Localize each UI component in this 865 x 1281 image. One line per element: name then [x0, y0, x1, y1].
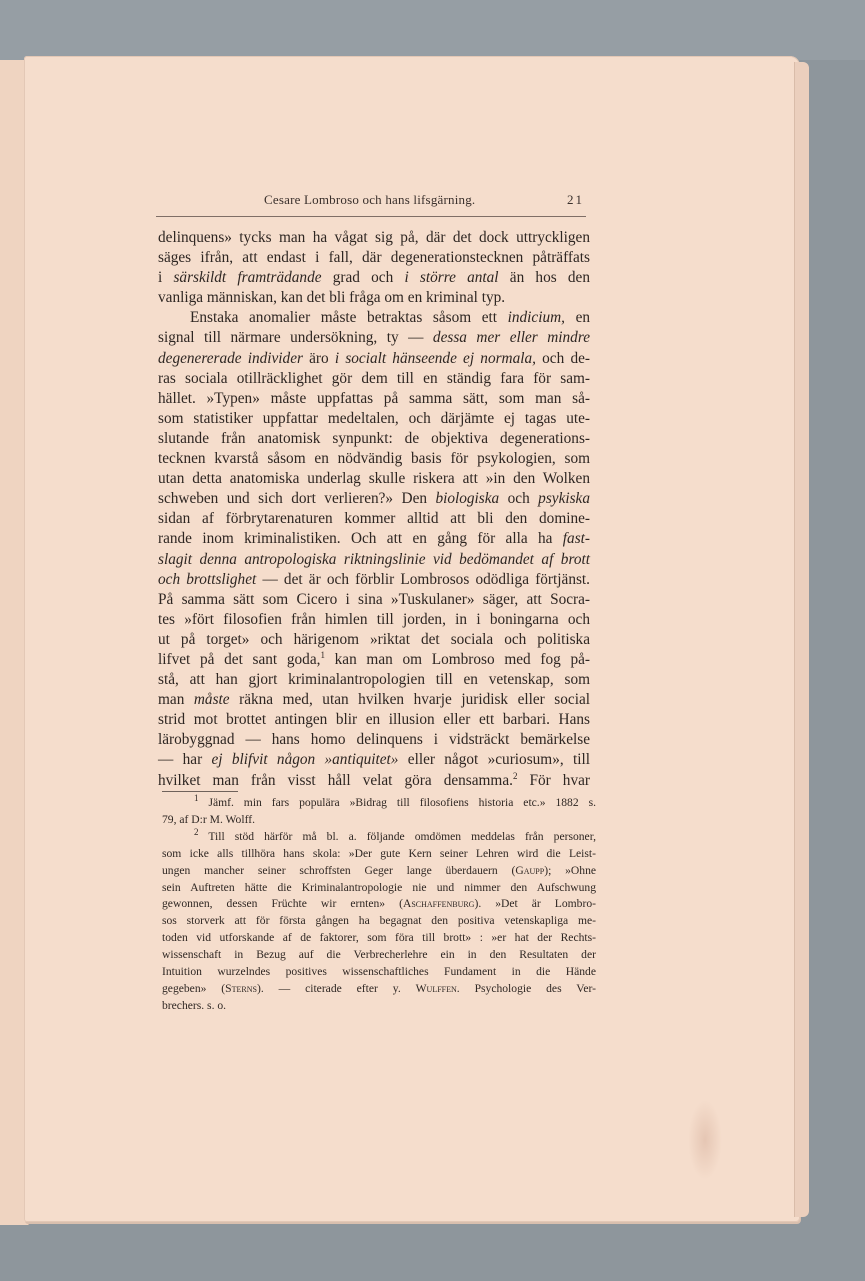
text-line: signal till närmare undersökning, ty — dessa mer eller mindre: [158, 329, 590, 347]
text-line: som statistiker uppfattar medeltalen, och därjämte ej tagas ute-: [158, 409, 590, 427]
footnote-line: $^1$ Jämf. min fars populära »Bidrag till filosofiens historia etc.» 1882 s.: [194, 793, 596, 809]
running-title: Cesare Lombroso och hans lifsgärning.: [264, 192, 476, 207]
text-line: lärobyggnad — hans homo delinquens i vidsträckt bemärkelse: [158, 731, 590, 749]
footnote-rule: [162, 791, 238, 792]
text-line: och brottslighet — det är och förblir Lombrosos odödliga förtjänst.: [158, 570, 590, 588]
footnote-line: gegeben» (Sterns). — citerade efter y. Wulffen. Psychologie des Ver-: [162, 981, 596, 995]
footnotes: [162, 795, 596, 1015]
text-line: hället. »Typen» måste uppfattas på samma sätt, som man så-: [158, 389, 590, 407]
footnote-line: gewonnen, dessen Früchte wir ernten» (Aschaffenburg). »Det är Lombro-: [162, 897, 596, 911]
text-line: vanliga människan, kan det bli fråga om en kriminal typ.: [158, 289, 506, 307]
text-line: schweben und sich dort verlieren?» Den biologiska och psykiska: [158, 490, 590, 508]
text-line: säges ifrån, att endast i fall, där degenerationstecknen påträffats: [158, 249, 590, 267]
text-line: hvilket man från visst håll velat göra densamma.$^2$ För hvar: [158, 770, 590, 789]
text-line: lifvet på det sant goda,$^1$ kan man om Lombroso med fog på-: [158, 649, 590, 668]
footnote-line: $^2$ Till stöd härför må bl. a. följande omdömen meddelas från personer,: [194, 826, 596, 843]
text-line: ut på torget» och härigenom »riktat det sociala och politiska: [158, 630, 590, 648]
text-line: i särskildt framträdande grad och i större antal än hos den: [158, 269, 590, 287]
text-line: tecknen kvarstå såsom en nödvändig basis för psykologien, som: [158, 450, 590, 468]
page-fore-edge: [794, 62, 809, 1217]
footnote-ref: 2: [512, 770, 518, 781]
background-top: [0, 0, 865, 60]
footnote-line: sos storverk att för första gången ha begagnat den positiva vetenskapliga me-: [162, 914, 596, 928]
page-number: 21: [567, 192, 584, 207]
text-line: degenererade individer äro i socialt hänseende ej normala, och de-: [158, 349, 590, 367]
text-line: slagit denna antropologiska riktningslinie vid bedömandet af brott: [158, 550, 590, 568]
footnote-marker: 2: [194, 826, 199, 837]
paper-stain: [688, 1100, 722, 1180]
text-line: sidan af förbrytarenaturen kommer alltid att bli den domine-: [158, 510, 590, 528]
text-line: stå, att han gjort kriminalantropologien till en vetenskap, som: [158, 671, 590, 689]
footnote-line: toden vid utforskande af de faktorer, som föra till brott» : »er hat der Rechts-: [162, 931, 596, 945]
text-line: tes »fört filosofien från himlen till jorden, in i boningarna och: [158, 610, 590, 628]
text-line: man måste räkna med, utan hvilken hvarje juridisk eller social: [158, 691, 590, 709]
footnote-line: ungen mancher seiner schroffsten Geger lange überdauern (Gaupp); »Ohne: [162, 863, 597, 877]
text-line: slutande från anatomisk synpunkt: de objektiva degenerations-: [158, 429, 590, 447]
text-line: rande inom kriminalistiken. Och att en gång för alla ha fast-: [158, 530, 590, 548]
text-line: utan detta anatomiska underlag skulle riskera att »in den Wolken: [158, 470, 590, 488]
footnote-line: 79, af D:r M. Wolff.: [162, 812, 255, 826]
footnote-ref: 1: [320, 649, 325, 660]
footnote-line: som icke alls tillhöra hans skola: »Der gute Kern seiner Lehren wird die Leist-: [162, 846, 596, 860]
footnote-line: wissenschaft in Bezug auf die Verbrecherlehre ein in den Resultaten der: [162, 948, 596, 962]
text-line: Enstaka anomalier måste betraktas såsom ett indicium, en: [190, 309, 591, 327]
text-line: ras sociala otillräcklighet gör dem till en ständig fara för sam-: [158, 369, 590, 387]
footnote-line: sein Auftreten hätte die Kriminalantropologie nie und nimmer den Aufschwung: [162, 880, 596, 894]
footnote-line: Intuition wurzelndes positives wissenschaftliches Fundament in die Hände: [162, 965, 596, 979]
footnote-marker: 1: [194, 793, 199, 804]
text-line: — har ej blifvit någon »antiquitet» eller något »curiosum», till: [158, 751, 590, 769]
footnote-line: brechers. s. o.: [162, 998, 227, 1012]
running-head: [156, 192, 586, 217]
text-line: På samma sätt som Cicero i sina »Tuskulaner» säger, att Socra-: [158, 590, 590, 608]
main-text: [158, 228, 590, 791]
text-line: delinquens» tycks man ha vågat sig på, där det dock uttryckligen: [158, 229, 590, 246]
text-line: strid mot brottet antingen blir en illusion eller ett barbari. Hans: [158, 711, 590, 729]
